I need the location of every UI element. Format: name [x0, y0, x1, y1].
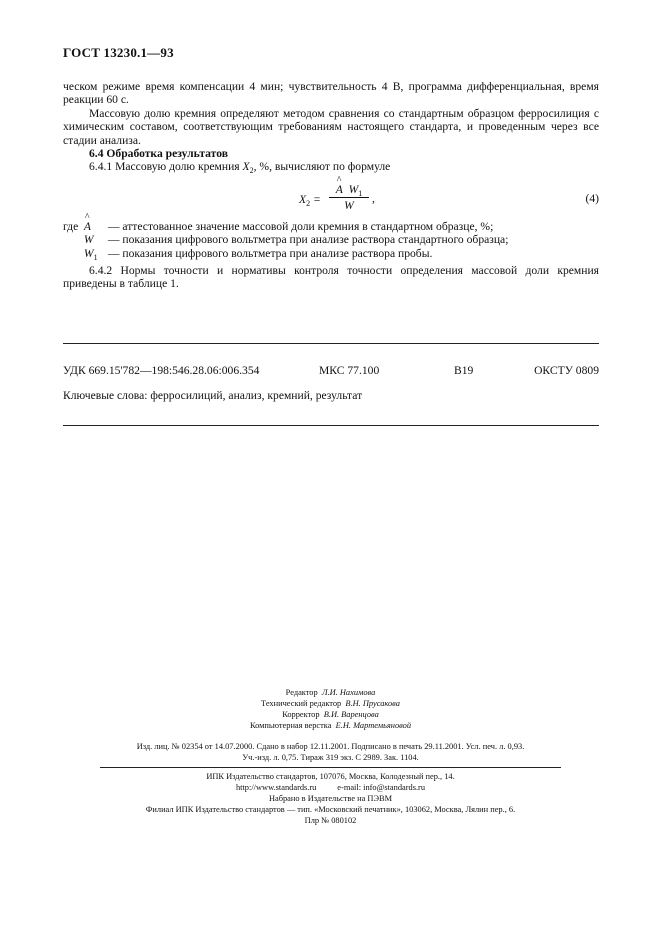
divider-bottom [63, 425, 599, 426]
group-code: В19 [454, 364, 474, 377]
imprint-line: Филиал ИПК Издательство стандартов — тип. «Московский печатник», 103062, Москва, Лялин пер., 6. [145, 805, 516, 814]
equation-number: (4) [585, 191, 599, 205]
print-info-line: Изд. лиц. № 02354 от 14.07.2000. Сдано в набор 12.11.2001. Подписано в печать 29.11.2001. Усл. печ. л. 0,93. [136, 742, 525, 751]
credits-block [0, 687, 661, 731]
imprint-line: Набрано в Издательстве на ПЭВМ [268, 794, 393, 803]
body-text [63, 80, 599, 291]
formula-block: $X_2$ = ^ A $W_1$ W , (4) [63, 178, 599, 218]
imprint-block [0, 771, 661, 826]
where-item: $W_1$ — показания цифрового вольтметра при анализе раствора пробы. [83, 246, 433, 262]
credit-tech-editor: Технический редактор В.Н. Прусакова [261, 699, 400, 708]
okstu-code: ОКСТУ 0809 [534, 364, 599, 377]
paragraph-formula-intro: 6.4.1 Массовую долю кремния $X_2$, %, вычисляют по формуле [89, 160, 391, 176]
imprint-line: Плр № 080102 [304, 816, 357, 825]
where-item: где ^ A — аттестованное значение массовой доли кремния в стандартном образце, %; [63, 220, 599, 233]
formula-fraction [329, 180, 369, 212]
print-info [0, 741, 661, 763]
imprint-line: ИПК Издательство стандартов, 107076, Москва, Колодезный пер., 14. [206, 772, 455, 781]
paragraph-method: Массовую долю кремния определяют методом сравнения со стандартным образцом ферросилиция с химическим составом, соответствующим требованиям настоящего стандарта, и проведенным через все стадии анализа. [63, 106, 599, 147]
imprint-divider [100, 767, 561, 768]
where-list [63, 220, 599, 264]
paragraph-continuation: ческом режиме время компенсации 4 мин; чувствительность 4 В, программа дифференциальная, время реакции 60 с. [63, 80, 599, 107]
keywords: Ключевые слова: ферросилиций, анализ, кремний, результат [63, 389, 363, 402]
credit-corrector: Корректор В.И. Варенцова [282, 710, 379, 719]
document-header: ГОСТ 13230.1—93 [63, 45, 174, 60]
divider-top [63, 343, 599, 344]
udk-code: УДК 669.15'782—198:546.28.06:006.354 [63, 364, 260, 377]
where-item: W — показания цифрового вольтметра при анализе раствора стандартного образца; [83, 233, 509, 247]
paragraph-accuracy: 6.4.2 Нормы точности и нормативы контроля точности определения массовой доли кремния приведены в таблице 1. [63, 264, 599, 291]
mks-code: МКС 77.100 [319, 364, 380, 377]
imprint-line: http://www.standards.ru e-mail: info@standards.ru [235, 783, 426, 792]
credit-editor: Редактор Л.И. Нахимова [285, 688, 376, 697]
print-info-line: Уч.-изд. л. 0,75. Тираж 319 экз. С 2989. Зак. 1104. [242, 753, 419, 762]
formula-denominator: W [344, 198, 354, 212]
formula-numerator: ^ A $W_1$ [329, 180, 369, 196]
formula-lhs: $X_2$ = [299, 192, 321, 208]
section-heading: 6.4 Обработка результатов [89, 147, 228, 161]
credit-layout: Компьютерная верстка Е.Н. Мартемьяновой [249, 721, 412, 730]
